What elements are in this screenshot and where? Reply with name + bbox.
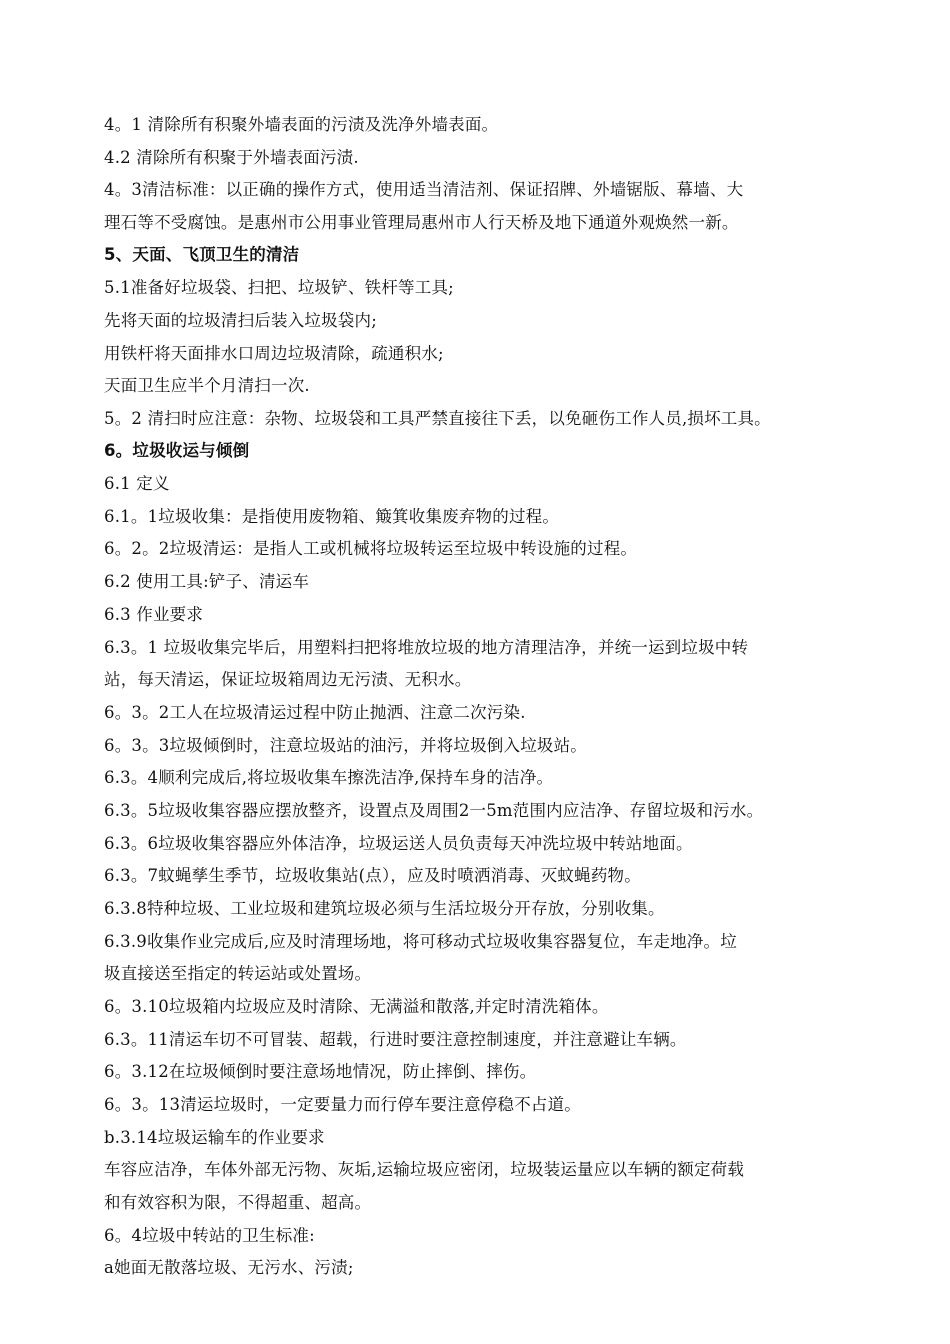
- text-line: 6。2。2垃圾清运：是指人工或机械将垃圾转运至垃圾中转设施的过程。: [104, 539, 638, 558]
- text-line: 4。1 清除所有积聚外墙表面的污渍及洗净外墙表面。: [104, 115, 499, 134]
- text-line: 车容应洁净，车体外部无污物、灰垢,运输垃圾应密闭，垃圾装运量应以车辆的额定荷载: [104, 1160, 745, 1179]
- text-line: 6.3。4顺利完成后,将垃圾收集车擦洗洁净,保持车身的洁净。: [104, 768, 554, 787]
- text-line: 6.3 作业要求: [104, 605, 204, 624]
- text-line: 理石等不受腐蚀。是惠州市公用事业管理局惠州市人行天桥及地下通道外观焕然一新。: [104, 213, 739, 232]
- text-line: 6.3。7蚊蝇孳生季节，垃圾收集站(点），应及时喷洒消毒、灭蚊蝇药物。: [104, 866, 641, 885]
- text-line: 用铁杆将天面排水口周边垃圾清除，疏通积水;: [104, 344, 444, 363]
- text-line: 5。2 清扫时应注意：杂物、垃圾袋和工具严禁直接往下丢，以免砸伤工作人员,损坏工具。: [104, 409, 771, 428]
- text-line: 6.3。6垃圾收集容器应外体洁净，垃圾运送人员负责每天冲洗垃圾中转站地面。: [104, 834, 693, 853]
- text-line: 6。3.10垃圾箱内垃圾应及时清除、无满溢和散落,并定时清洗箱体。: [104, 997, 609, 1016]
- text-line: 站，每天清运，保证垃圾箱周边无污渍、无积水。: [104, 670, 472, 689]
- text-line: 6。3。3垃圾倾倒时，注意垃圾站的油污，并将垃圾倒入垃圾站。: [104, 736, 587, 755]
- text-line: 6.3.8特种垃圾、工业垃圾和建筑垃圾必须与生活垃圾分开存放，分别收集。: [104, 899, 665, 918]
- section-heading: 6。垃圾收运与倾倒: [104, 441, 250, 460]
- text-line: 圾直接送至指定的转运站或处置场。: [104, 964, 372, 983]
- text-line: 6。3。13清运垃圾时，一定要量力而行停车要注意停稳不占道。: [104, 1095, 581, 1114]
- text-line: 6.3。5垃圾收集容器应摆放整齐，设置点及周围2一5m范围内应洁净、存留垃圾和污水。: [104, 801, 764, 820]
- text-line: 6。4垃圾中转站的卫生标准:: [104, 1226, 315, 1245]
- text-line: b.3.14垃圾运输车的作业要求: [104, 1128, 325, 1147]
- text-line: 和有效容积为限，不得超重、超高。: [104, 1193, 372, 1212]
- text-line: 6.1 定义: [104, 474, 170, 493]
- section-heading: 5、天面、飞顶卫生的清洁: [104, 245, 300, 264]
- text-line: a她面无散落垃圾、无污水、污渍;: [104, 1258, 354, 1277]
- text-line: 天面卫生应半个月清扫一次.: [104, 376, 310, 395]
- text-line: 6.2 使用工具:铲子、清运车: [104, 572, 310, 591]
- text-line: 4.2 清除所有积聚于外墙表面污渍.: [104, 148, 359, 167]
- text-line: 6。3.12在垃圾倾倒时要注意场地情况，防止摔倒、摔伤。: [104, 1062, 537, 1081]
- text-line: 4。3清洁标准：以正确的操作方式，使用适当清洁剂、保证招牌、外墙锯版、幕墙、大: [104, 180, 744, 199]
- text-line: 先将天面的垃圾清扫后装入垃圾袋内;: [104, 311, 377, 330]
- text-line: 6.3。11清运车切不可冒装、超载，行进时要注意控制速度，并注意避让车辆。: [104, 1030, 687, 1049]
- text-line: 5.1准备好垃圾袋、扫把、垃圾铲、铁杆等工具;: [104, 278, 454, 297]
- text-line: 6。3。2工人在垃圾清运过程中防止抛洒、注意二次污染.: [104, 703, 526, 722]
- text-line: 6.1。1垃圾收集：是指使用废物箱、簸箕收集废弃物的过程。: [104, 507, 560, 526]
- text-line: 6.3.9收集作业完成后,应及时清理场地，将可移动式垃圾收集容器复位，车走地净。垃: [104, 932, 737, 951]
- text-line: 6.3。1 垃圾收集完毕后，用塑料扫把将堆放垃圾的地方清理洁净，并统一运到垃圾中转: [104, 638, 749, 657]
